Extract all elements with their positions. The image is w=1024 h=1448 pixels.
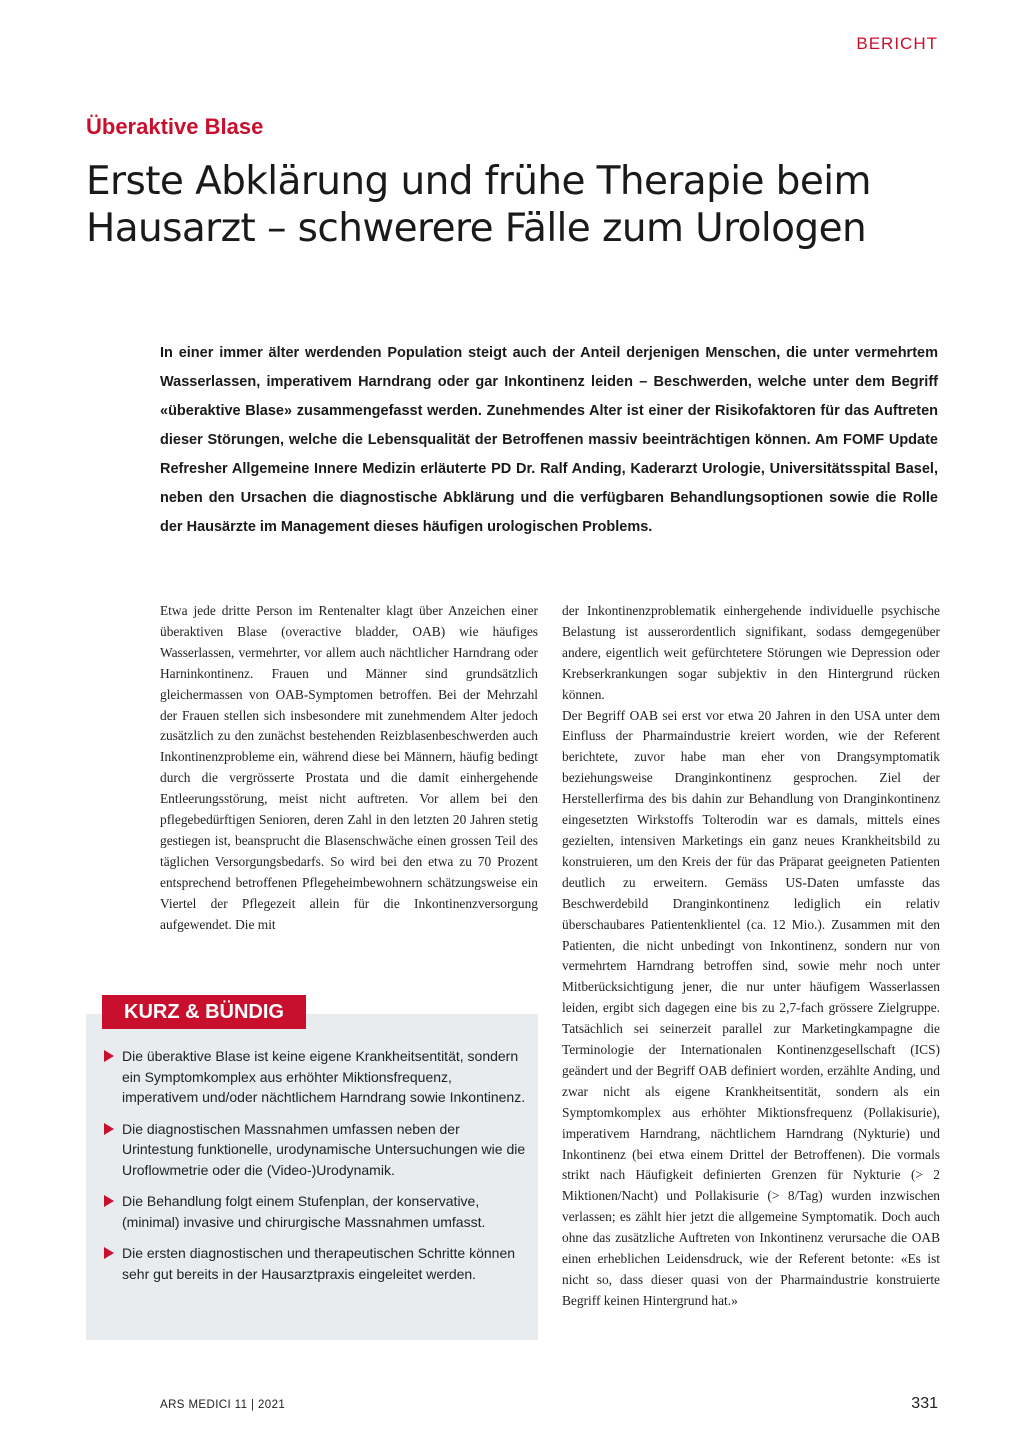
- page-number: 331: [911, 1395, 938, 1412]
- article-lead: In einer immer älter werdenden Population steigt auch der Anteil derjenigen Menschen, die unter vermehrtem Wasserlassen, imperativem Harndrang oder gar Inkontinenz leiden – Beschwerden, welche unter dem Begriff «überaktive Blase» zusammengefasst werden. Zunehmendes Alter ist einer der Risikofaktoren für das Auftreten dieser Störungen, welche die Lebensqualität der Betroffenen massiv beeinträchtigen können. Am FOMF Update Refresher Allgemeine Innere Medizin erläuterte PD Dr. Ralf Anding, Kaderarzt Urologie, Universitätsspital Basel, neben den Ursachen die diagnostische Abklärung und die verfügbaren Behandlungsoptionen sowie die Rolle der Hausärzte im Management dieses häufigen urologischen Problems.: [160, 345, 938, 535]
- article-title: Erste Abklärung und frühe Therapie beim Hausarzt – schwerere Fälle zum Urologen: [86, 159, 871, 251]
- right-column: [562, 601, 940, 1312]
- triangle-right-icon: [104, 1123, 114, 1135]
- left-column: [160, 601, 538, 936]
- footer-journal: ARS MEDICI 11 | 2021: [160, 1399, 286, 1411]
- list-item-text: Die ersten diagnostischen und therapeutischen Schritte können sehr gut bereits in der Hausarztpraxis eingeleitet werden.: [122, 1245, 516, 1282]
- list-item: [102, 1046, 526, 1108]
- list-item-text: Die überaktive Blase ist keine eigene Krankheitsentität, sondern ein Symptomkomplex aus erhöhter Miktionsfrequenz, imperativem und/oder nächtlichem Harndrang sowie Inkontinenz.: [122, 1048, 526, 1105]
- section-label: BERICHT: [856, 34, 938, 53]
- list-item: [102, 1243, 526, 1284]
- list-item-text: Die diagnostischen Massnahmen umfassen neben der Urintestung funktionelle, urodynamische Untersuchungen wie die Uroflowmetrie oder die (Video-)Urodynamik.: [122, 1120, 526, 1178]
- summary-list: [102, 1046, 526, 1295]
- triangle-right-icon: [104, 1195, 114, 1207]
- list-item-text: Die Behandlung folgt einem Stufenplan, der konservative, (minimal) invasive und chirurgische Massnahmen umfasst.: [122, 1193, 486, 1230]
- paragraph: der Inkontinenzproblematik einhergehende individuelle psychische Belastung ist ausserordentlich signifikant, sodass demgegenüber andere, eigentlich weit gefürchtetere Störungen wie Depression oder Krebserkrankungen sogar subjektiv in den Hintergrund rücken können.: [562, 603, 940, 702]
- list-item: [102, 1119, 526, 1181]
- list-item: [102, 1191, 526, 1232]
- paragraph: Etwa jede dritte Person im Rentenalter klagt über Anzeichen einer überaktiven Blase (overactive bladder, OAB) wie häufiges Wasserlassen, vermehrter, vor allem auch nächtlicher Harndrang oder Harninkontinenz. Frauen und Männer sind grundsätzlich gleichermassen von OAB-Symptomen betroffen. Bei der Mehrzahl der Frauen stellen sich insbesondere mit zunehmendem Alter jedoch zusätzlich zu den zunächst bestehenden Reizblasenbeschwerden auch Inkontinenzprobleme ein, während diese bei Männern, häufig bedingt durch die vergrösserte Prostata und die damit einhergehende Entleerungsstörung, meist nicht auftreten. Vor allem bei den pflegebedürftigen Senioren, deren Zahl in den letzten 20 Jahren stetig gestiegen ist, beansprucht die Blasenschwäche einen grossen Teil des täglichen Versorgungsbedarfs. So wird bei den etwa zu 70 Prozent entsprechend betroffenen Pflegeheimbewohnern schätzungsweise ein Viertel der Pflegezeit allein für die Inkontinenzversorgung aufgewendet. Die mit: [160, 603, 538, 932]
- summary-box-title: KURZ & BÜNDIG: [102, 995, 306, 1029]
- paragraph: Der Begriff OAB sei erst vor etwa 20 Jahren in den USA unter dem Einfluss der Pharmaindustrie kreiert worden, wie der Referent berichtete, zuvor habe man eher von Drangsymptomatik beziehungsweise Dranginkontinenz gesprochen. Ziel der Herstellerfirma des bis dahin zur Behandlung von Dranginkontinenz eingesetzten Wirkstoffs Tolterodin war es damals, mittels eines gezielten, intensiven Marketings ein ganz neues Krankheitsbild zu konstruieren, um den Kreis der für das Präparat geeigneten Patienten deutlich zu erweitern. Gemäss US-Daten umfasste das Beschwerdebild Dranginkontinenz lediglich ein relativ überschaubares Patientenklientel (ca. 12 Mio.). Zusammen mit den Patienten, die nicht unbedingt von Inkontinenz, sondern nur von vermehrtem Harndrang betroffen sind, sowie mehr noch unter Mitberücksichtigung jener, die nur unter häufigem Wasserlassen leiden, ergibt sich dagegen eine bis zu 2,7-fach grössere Zielgruppe. Tatsächlich sei seinerzeit parallel zur Marketingkampagne die Terminologie der Internationalen Kontinenzgesellschaft (ICS) geändert und der Begriff OAB definiert worden, erzählte Anding, und zwar nicht als eigene Krankheitsentität, sondern als ein Symptomkomplex aus erhöhter Miktionsfrequenz (Pollakisurie), imperativem Harndrang, nächtlichem Harndrang (Nykturie) und Inkontinenz (bei etwa einem Drittel der Betroffenen). Die vormals strikt nach Häufigkeit definierten Grenzen für Nykturie (> 2 Miktionen/Nacht) und Pollakisurie (> 8/Tag) wurden inzwischen verlassen; es zählt hier jetzt die allgemeine Symptomatik. Doch auch ohne das zusätzliche Auftreten von Inkontinenz verursache die OAB einen erheblichen Leidensdruck, wie der Referent betonte: «Es ist nicht so, dass dieser quasi von der Pharmaindustrie konstruierte Begriff keinen Hintergrund hat.»: [562, 707, 940, 1308]
- triangle-right-icon: [104, 1050, 114, 1062]
- triangle-right-icon: [104, 1247, 114, 1259]
- article-kicker: Überaktive Blase: [86, 114, 264, 139]
